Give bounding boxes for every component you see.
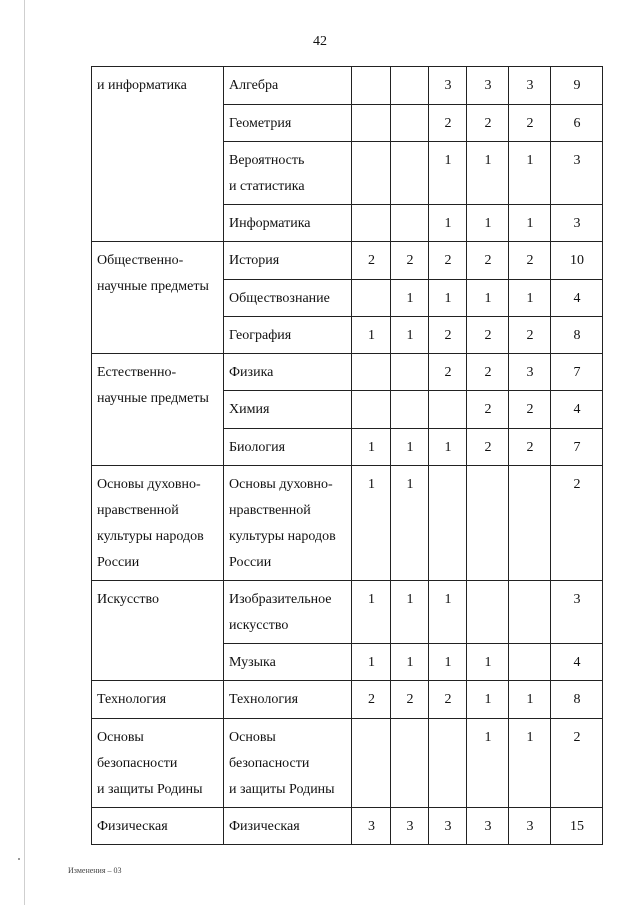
hours-cell [467, 142, 509, 205]
hours-cell [509, 681, 551, 719]
hours-cell [467, 67, 509, 105]
hours-cell [429, 67, 467, 105]
subject-cell-text: Физика [229, 365, 274, 380]
hours-cell [509, 808, 551, 845]
hours-cell-text: 2 [526, 116, 534, 131]
area-cell-text: Технология [97, 692, 167, 707]
table-row [92, 466, 603, 581]
hours-cell-text: 3 [484, 78, 492, 93]
subject-cell [224, 242, 352, 280]
scan-speck [18, 858, 20, 860]
hours-cell [352, 354, 391, 391]
hours-cell-text: 1 [444, 592, 452, 607]
area-cell-text: Основы духовно- нравственной культуры народов России [97, 477, 204, 570]
subject-cell-text: Основы духовно- нравственной культуры народов России [229, 477, 336, 570]
hours-cell-text: 1 [526, 730, 534, 745]
hours-cell-text: 1 [444, 216, 452, 231]
hours-cell [429, 719, 467, 808]
subject-cell-text: Технология [229, 692, 299, 707]
hours-cell [429, 205, 467, 242]
curriculum-table [91, 66, 603, 845]
hours-cell-text: 2 [484, 365, 492, 380]
total-cell [551, 354, 603, 391]
subject-cell [224, 681, 352, 719]
total-cell-text: 4 [573, 291, 581, 306]
hours-cell-text: 1 [406, 477, 414, 492]
hours-cell-text: 2 [444, 692, 452, 707]
subject-cell [224, 280, 352, 317]
total-cell-text: 15 [570, 819, 584, 834]
hours-cell-text: 2 [484, 402, 492, 417]
hours-cell [467, 581, 509, 644]
hours-cell [429, 391, 467, 429]
total-cell-text: 3 [573, 153, 581, 168]
hours-cell-text: 1 [444, 291, 452, 306]
hours-cell [429, 429, 467, 466]
table-row [92, 581, 603, 644]
total-cell [551, 280, 603, 317]
hours-cell [391, 644, 429, 681]
total-cell-text: 2 [573, 730, 581, 745]
area-cell-text: и информатика [97, 78, 187, 93]
total-cell [551, 466, 603, 581]
table-row [92, 808, 603, 845]
hours-cell-text: 2 [406, 692, 414, 707]
total-cell-text: 8 [573, 692, 581, 707]
area-cell-text: Физическая [97, 819, 168, 834]
hours-cell-text: 1 [406, 291, 414, 306]
hours-cell [352, 242, 391, 280]
hours-cell [429, 105, 467, 142]
hours-cell [352, 205, 391, 242]
total-cell [551, 205, 603, 242]
total-cell [551, 67, 603, 105]
hours-cell [391, 808, 429, 845]
hours-cell-text: 1 [484, 216, 492, 231]
total-cell-text: 4 [573, 655, 581, 670]
hours-cell [429, 466, 467, 581]
hours-cell [467, 681, 509, 719]
hours-cell-text: 2 [526, 253, 534, 268]
total-cell [551, 644, 603, 681]
hours-cell [467, 105, 509, 142]
hours-cell [509, 242, 551, 280]
total-cell-text: 6 [573, 116, 581, 131]
subject-cell-text: Геометрия [229, 116, 292, 131]
hours-cell-text: 2 [444, 253, 452, 268]
hours-cell [429, 681, 467, 719]
hours-cell [509, 280, 551, 317]
hours-cell-text: 2 [444, 365, 452, 380]
hours-cell [467, 280, 509, 317]
hours-cell [391, 67, 429, 105]
hours-cell [352, 142, 391, 205]
hours-cell-text: 3 [526, 365, 534, 380]
hours-cell [391, 719, 429, 808]
hours-cell-text: 3 [526, 819, 534, 834]
hours-cell [429, 142, 467, 205]
hours-cell-text: 1 [484, 291, 492, 306]
hours-cell-text: 3 [368, 819, 375, 834]
hours-cell [391, 429, 429, 466]
hours-cell [467, 354, 509, 391]
hours-cell [352, 644, 391, 681]
hours-cell [352, 466, 391, 581]
hours-cell [509, 391, 551, 429]
subject-cell [224, 581, 352, 644]
hours-cell-text: 1 [444, 440, 452, 455]
hours-cell [352, 317, 391, 354]
total-cell-text: 4 [573, 402, 581, 417]
hours-cell-text: 1 [406, 592, 414, 607]
hours-cell-text: 1 [368, 592, 375, 607]
hours-cell-text: 2 [444, 116, 452, 131]
hours-cell-text: 2 [526, 328, 534, 343]
hours-cell-text: 2 [406, 253, 414, 268]
hours-cell-text: 3 [484, 819, 492, 834]
total-cell-text: 9 [573, 78, 581, 93]
hours-cell-text: 1 [406, 328, 414, 343]
area-cell [92, 681, 224, 719]
hours-cell [352, 719, 391, 808]
hours-cell-text: 2 [444, 328, 452, 343]
subject-cell [224, 808, 352, 845]
total-cell [551, 581, 603, 644]
hours-cell [509, 317, 551, 354]
hours-cell [467, 205, 509, 242]
hours-cell [509, 205, 551, 242]
hours-cell-text: 1 [368, 477, 375, 492]
hours-cell [391, 280, 429, 317]
hours-cell [509, 105, 551, 142]
hours-cell-text: 2 [526, 402, 534, 417]
total-cell [551, 681, 603, 719]
hours-cell [391, 242, 429, 280]
subject-cell [224, 391, 352, 429]
hours-cell-text: 2 [526, 440, 534, 455]
subject-cell-text: Физическая [229, 819, 300, 834]
hours-cell [429, 317, 467, 354]
table-row [92, 67, 603, 105]
area-cell-text: Общественно- научные предметы [97, 253, 209, 294]
area-cell [92, 466, 224, 581]
hours-cell [429, 644, 467, 681]
hours-cell [391, 205, 429, 242]
subject-cell-text: Химия [229, 402, 270, 417]
hours-cell [352, 429, 391, 466]
hours-cell-text: 2 [368, 253, 375, 268]
subject-cell-text: География [229, 328, 292, 343]
subject-cell-text: Вероятность и статистика [229, 153, 305, 194]
table-body [92, 67, 603, 845]
area-cell-text: Естественно- научные предметы [97, 365, 209, 406]
total-cell [551, 242, 603, 280]
total-cell-text: 3 [573, 592, 581, 607]
hours-cell [509, 581, 551, 644]
hours-cell [352, 67, 391, 105]
hours-cell-text: 1 [368, 440, 375, 455]
subject-cell [224, 466, 352, 581]
total-cell-text: 8 [573, 328, 581, 343]
hours-cell [467, 808, 509, 845]
hours-cell [391, 581, 429, 644]
hours-cell [429, 808, 467, 845]
subject-cell [224, 142, 352, 205]
hours-cell-text: 1 [444, 655, 452, 670]
hours-cell-text: 1 [484, 153, 492, 168]
subject-cell [224, 317, 352, 354]
hours-cell [509, 466, 551, 581]
hours-cell-text: 2 [484, 440, 492, 455]
hours-cell-text: 3 [406, 819, 414, 834]
subject-cell [224, 644, 352, 681]
hours-cell [352, 681, 391, 719]
subject-cell-text: Биология [229, 440, 286, 455]
area-cell-text: Основы безопасности и защиты Родины [97, 730, 203, 797]
page-number: 42 [313, 34, 327, 49]
hours-cell-text: 2 [484, 116, 492, 131]
subject-cell-text: Музыка [229, 655, 276, 670]
subject-cell [224, 205, 352, 242]
subject-cell [224, 67, 352, 105]
hours-cell [352, 581, 391, 644]
hours-cell-text: 2 [484, 253, 492, 268]
hours-cell-text: 1 [368, 655, 375, 670]
subject-cell-text: Изобразительное искусство [229, 592, 332, 633]
hours-cell-text: 1 [484, 692, 492, 707]
subject-cell-text: Обществознание [229, 291, 330, 306]
hours-cell [391, 681, 429, 719]
subject-cell [224, 429, 352, 466]
total-cell-text: 7 [573, 365, 581, 380]
hours-cell [509, 142, 551, 205]
table-row [92, 719, 603, 808]
hours-cell [509, 67, 551, 105]
hours-cell [509, 644, 551, 681]
subject-cell [224, 105, 352, 142]
hours-cell [429, 354, 467, 391]
hours-cell-text: 1 [484, 730, 492, 745]
total-cell-text: 3 [573, 216, 581, 231]
total-cell [551, 808, 603, 845]
hours-cell-text: 3 [444, 819, 452, 834]
area-cell [92, 242, 224, 354]
area-cell [92, 67, 224, 242]
hours-cell-text: 1 [526, 153, 534, 168]
total-cell [551, 142, 603, 205]
table-row [92, 242, 603, 280]
hours-cell [467, 317, 509, 354]
area-cell [92, 581, 224, 681]
hours-cell-text: 1 [526, 216, 534, 231]
footer-note: Изменения – 03 [68, 866, 122, 875]
hours-cell [509, 719, 551, 808]
table-row [92, 681, 603, 719]
area-cell [92, 354, 224, 466]
scan-edge-line [24, 0, 25, 905]
hours-cell-text: 2 [368, 692, 375, 707]
hours-cell [391, 391, 429, 429]
hours-cell [467, 466, 509, 581]
total-cell-text: 2 [573, 477, 581, 492]
subject-cell [224, 354, 352, 391]
area-cell [92, 719, 224, 808]
hours-cell [429, 242, 467, 280]
hours-cell [429, 280, 467, 317]
hours-cell-text: 1 [406, 655, 414, 670]
hours-cell [391, 317, 429, 354]
subject-cell-text: История [229, 253, 280, 268]
total-cell-text: 10 [570, 253, 584, 268]
hours-cell [391, 466, 429, 581]
hours-cell-text: 1 [406, 440, 414, 455]
hours-cell-text: 2 [484, 328, 492, 343]
total-cell [551, 391, 603, 429]
total-cell [551, 429, 603, 466]
hours-cell-text: 1 [526, 692, 534, 707]
subject-cell [224, 719, 352, 808]
total-cell-text: 7 [573, 440, 581, 455]
hours-cell [352, 391, 391, 429]
area-cell [92, 808, 224, 845]
hours-cell [352, 280, 391, 317]
hours-cell [391, 142, 429, 205]
table-row [92, 354, 603, 391]
hours-cell-text: 1 [484, 655, 492, 670]
hours-cell-text: 3 [526, 78, 534, 93]
hours-cell-text: 1 [526, 291, 534, 306]
total-cell [551, 105, 603, 142]
hours-cell-text: 3 [444, 78, 452, 93]
total-cell [551, 317, 603, 354]
hours-cell [352, 105, 391, 142]
hours-cell [391, 354, 429, 391]
hours-cell [352, 808, 391, 845]
hours-cell [429, 581, 467, 644]
total-cell [551, 719, 603, 808]
hours-cell [467, 242, 509, 280]
hours-cell [467, 644, 509, 681]
subject-cell-text: Информатика [229, 216, 311, 231]
hours-cell-text: 1 [444, 153, 452, 168]
hours-cell [467, 719, 509, 808]
subject-cell-text: Основы безопасности и защиты Родины [229, 730, 335, 797]
hours-cell-text: 1 [368, 328, 375, 343]
subject-cell-text: Алгебра [229, 78, 279, 93]
hours-cell [391, 105, 429, 142]
hours-cell [467, 391, 509, 429]
hours-cell [509, 354, 551, 391]
area-cell-text: Искусство [97, 592, 159, 607]
hours-cell [509, 429, 551, 466]
hours-cell [467, 429, 509, 466]
